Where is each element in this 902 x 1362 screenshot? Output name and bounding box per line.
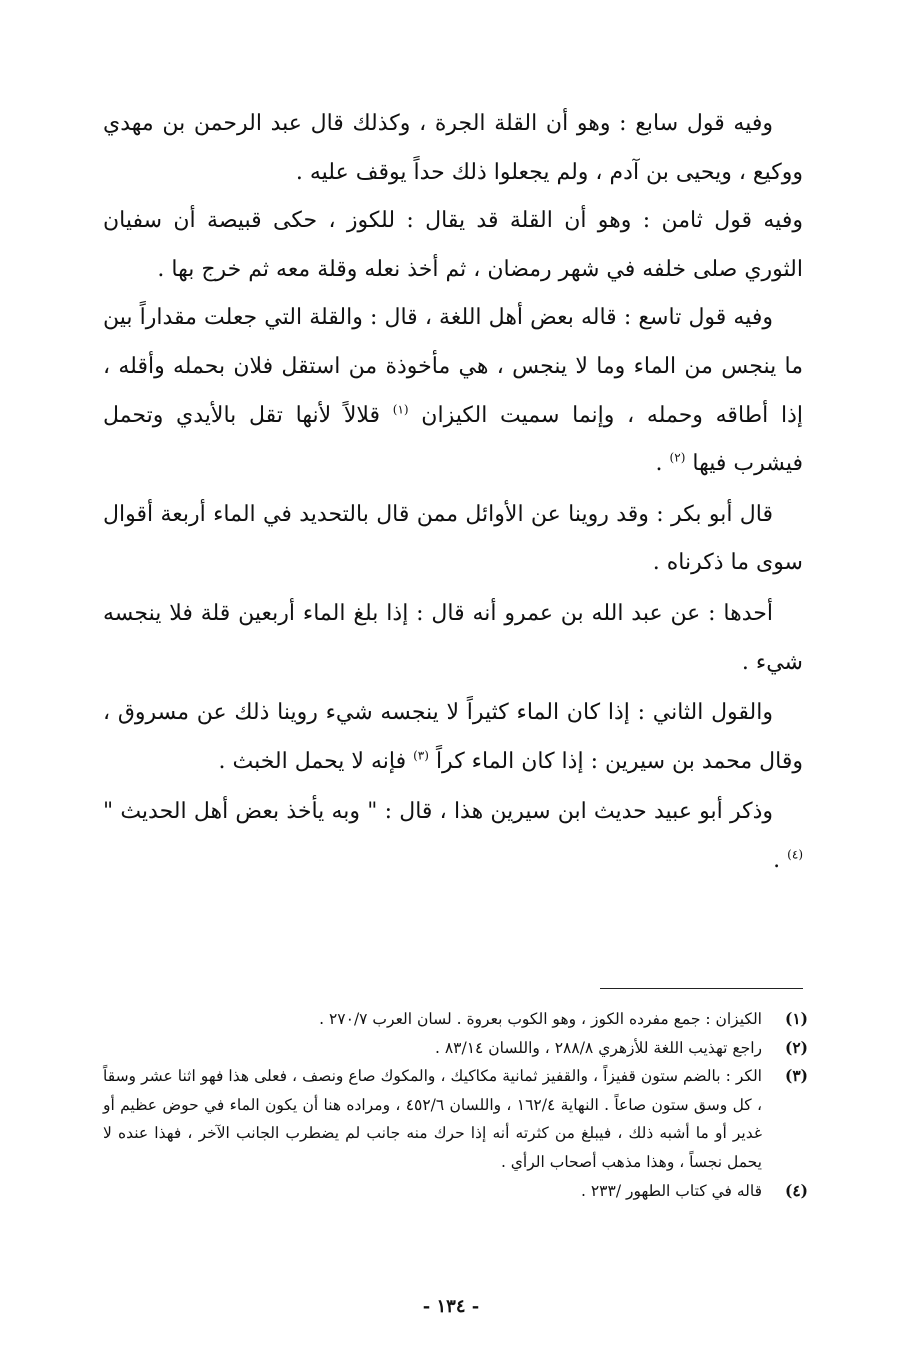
footnote-text: الكيزان : جمع مفرده الكوز ، وهو الكوب بعروة . لسان العرب ٢٧٠/٧ . — [319, 1010, 762, 1028]
footnote-number: (٤) — [784, 1180, 808, 1200]
footnote-3 — [103, 1062, 808, 1176]
paragraph-ninth-opinion — [103, 294, 803, 488]
footnote-ref-1[interactable]: (١) — [392, 402, 409, 417]
footnote-text: راجع تهذيب اللغة للأزهري ٢٨٨/٨ ، واللسان ٨٣/١٤ . — [434, 1038, 762, 1057]
paragraph-abu-bakr: قال أبو بكر : وقد روينا عن الأوائل ممن قال بالتحديد في الماء أربعة أقوال سوى ما ذكرناه . — [103, 501, 803, 576]
footnote-2 — [103, 1034, 808, 1063]
footnote-number: (١) — [784, 1009, 808, 1028]
paragraph-seventh-opinion: وفيه قول سابع : وهو أن القلة الجرة ، وكذلك قال عبد الرحمن بن مهدي ووكيع ، ويحيى بن آدم ، ولم يجعلوا ذلك حداً يوقف عليه . — [103, 111, 803, 185]
paragraph-ninth-continued: قلالاً لأنها تقل بالأيدي وتحمل فيشرب فيها — [103, 402, 803, 477]
footnote-divider — [600, 988, 803, 989]
footnote-text: الكر : بالضم ستون قفيزاً ، والقفيز ثمانية مكاكيك ، والمكوك صاع ونصف ، فعلى هذا فهو اثنا عشر وسقاً ، كل وسق ستون صاعاً . النهاية ١٦٢/٤ ، واللسان ٤٥٢/٦ ، ومراده هنا أن يكون الماء في حوض عظيم أو غدير أو ما أشبه ذلك ، فيبلغ من كثرته أنه إذا حرك منه جانب لم يضطرب الجانب الآخر ، فهذا عنده لا يحمل نجساً ، وهذا مذهب أصحاب الرأي . — [103, 1067, 762, 1171]
paragraph-ninth-text: وفيه قول تاسع : قاله بعض أهل اللغة ، قال : والقلة التي جعلت مقداراً بين ما ينجس من الماء وما لا ينجس ، هي مأخوذة من استقل فلان بحمله وأقله ، إذا أطاقه وحمله ، وإنما سميت الكيزان — [103, 305, 803, 428]
footnote-number: (٢) — [784, 1037, 808, 1057]
paragraph-second-text: والقول الثاني : إذا كان الماء كثيراً لا ينجسه شيء روينا ذلك عن مسروق ، وقال محمد بن سيرين : إذا كان الماء كراً — [103, 700, 803, 774]
footnote-ref-3[interactable]: (٣) — [413, 748, 429, 763]
paragraph-second-end: فإنه لا يحمل الخبث . — [218, 748, 407, 774]
page-number: - ١٣٤ - — [422, 1296, 480, 1317]
footnote-1 — [103, 1005, 808, 1034]
footnote-4 — [103, 1177, 808, 1206]
footnote-ref-2[interactable]: (٢) — [669, 450, 686, 465]
paragraph-eighth-opinion: وفيه قول ثامن : وهو أن القلة قد يقال : للكوز ، حكى قبيصة أن سفيان الثوري صلى خلفه في شهر رمضان ، ثم أخذ نعله وقلة معه ثم خرج بها . — [103, 208, 803, 282]
footnotes-section — [103, 1005, 808, 1205]
paragraph-abu-ubaid — [103, 788, 803, 885]
footnote-text: قاله في كتاب الطهور /٢٣٣ . — [580, 1181, 762, 1200]
footnote-ref-4[interactable]: (٤) — [787, 847, 803, 862]
footnote-number: (٣) — [784, 1066, 808, 1086]
paragraph-second-saying — [103, 689, 803, 786]
paragraph-ninth-end: . — [655, 451, 663, 477]
main-text — [103, 100, 803, 886]
paragraph-abu-ubaid-text: وذكر أبو عبيد حديث ابن سيرين هذا ، قال : " وبه يأخذ بعض أهل الحديث " — [103, 799, 773, 825]
paragraph-abu-ubaid-end: . — [773, 847, 781, 873]
paragraph-first-saying: أحدها : عن عبد الله بن عمرو أنه قال : إذا بلغ الماء أربعين قلة فلا ينجسه شيء . — [103, 600, 803, 675]
